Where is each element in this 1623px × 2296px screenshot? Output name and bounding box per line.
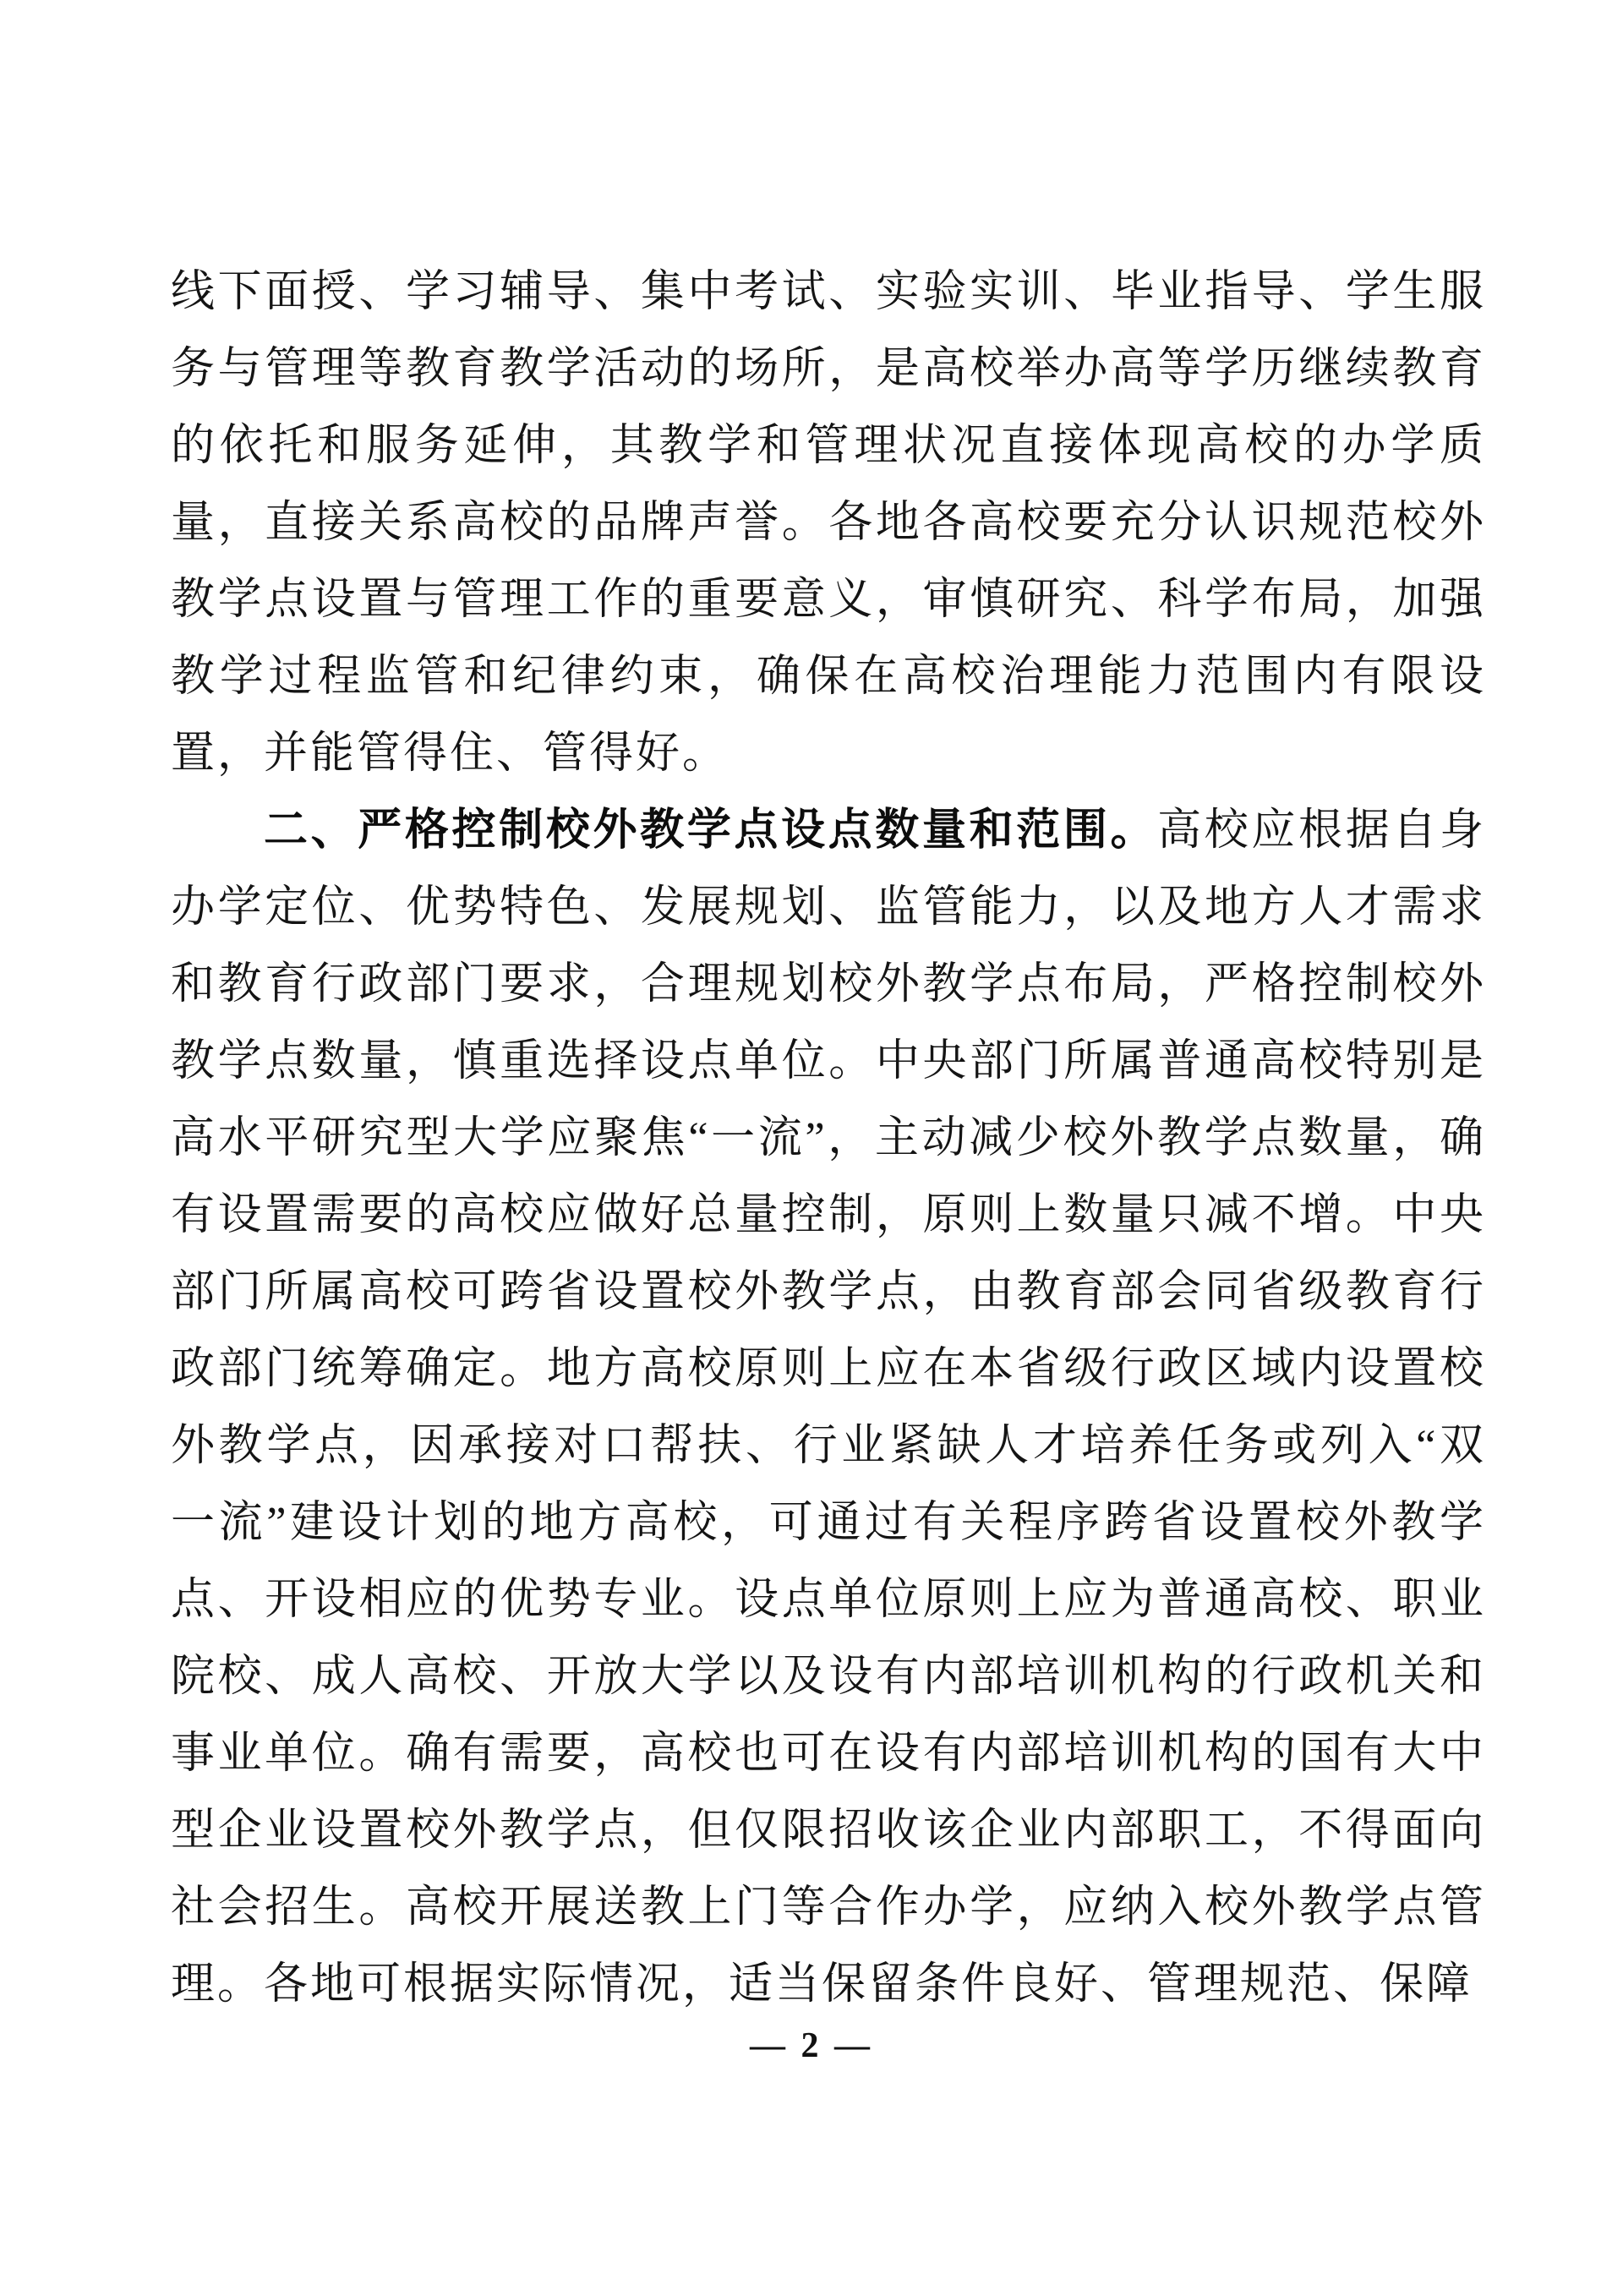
paragraph-continuation-text: 线下面授、学习辅导、集中考试、实验实训、毕业指导、学生服务与管理等教育教学活动的场所，是高校举办高等学历继续教育的依托和服务延伸，其教学和管理状况直接体现高校的办学质量，直接关系高校的品牌声誉。各地各高校要充分认识规范校外教学点设置与管理工作的重要意义，审慎研究、科学布局，加强教学过程监管和纪律约束，确保在高校治理能力范围内有限设置，并能管得住、管得好。	[171, 268, 1486, 778]
section-body-text: 高校应根据自身办学定位、优势特色、发展规划、监管能力，以及地方人才需求和教育行政部门要求，合理规划校外教学点布局，严格控制校外教学点数量，慎重选择设点单位。中央部门所属普通高校特别是高水平研究型大学应聚焦“一流”，主动减少校外教学点数量，确有设置需要的高校应做好总量控制，原则上数量只减不增。中央部门所属高校可跨省设置校外教学点，由教育部会同省级教育行政部门统筹确定。地方高校原则上应在本省级行政区域内设置校外教学点，因承接对口帮扶、行业紧缺人才培养任务或列入“双一流”建设计划的地方高校，可通过有关程序跨省设置校外教学点、开设相应的优势专业。设点单位原则上应为普通高校、职业院校、成人高校、开放大学以及设有内部培训机构的行政机关和事业单位。确有需要，高校也可在设有内部培训机构的国有大中型企业设置校外教学点，但仅限招收该企业内部职工，不得面向社会招生。高校开展送教上门等合作办学，应纳入校外教学点管理。各地可根据实际情况，适当保留条件良好、管理规范、保障	[171, 806, 1486, 2009]
paragraph-continuation	[171, 254, 1486, 792]
page-number: — 2 —	[750, 2026, 873, 2065]
paragraph-section-two	[171, 792, 1486, 2023]
section-heading: 二、严格控制校外教学点设点数量和范围。	[264, 806, 1158, 855]
page-footer	[0, 2025, 1623, 2066]
document-body	[171, 254, 1486, 2023]
